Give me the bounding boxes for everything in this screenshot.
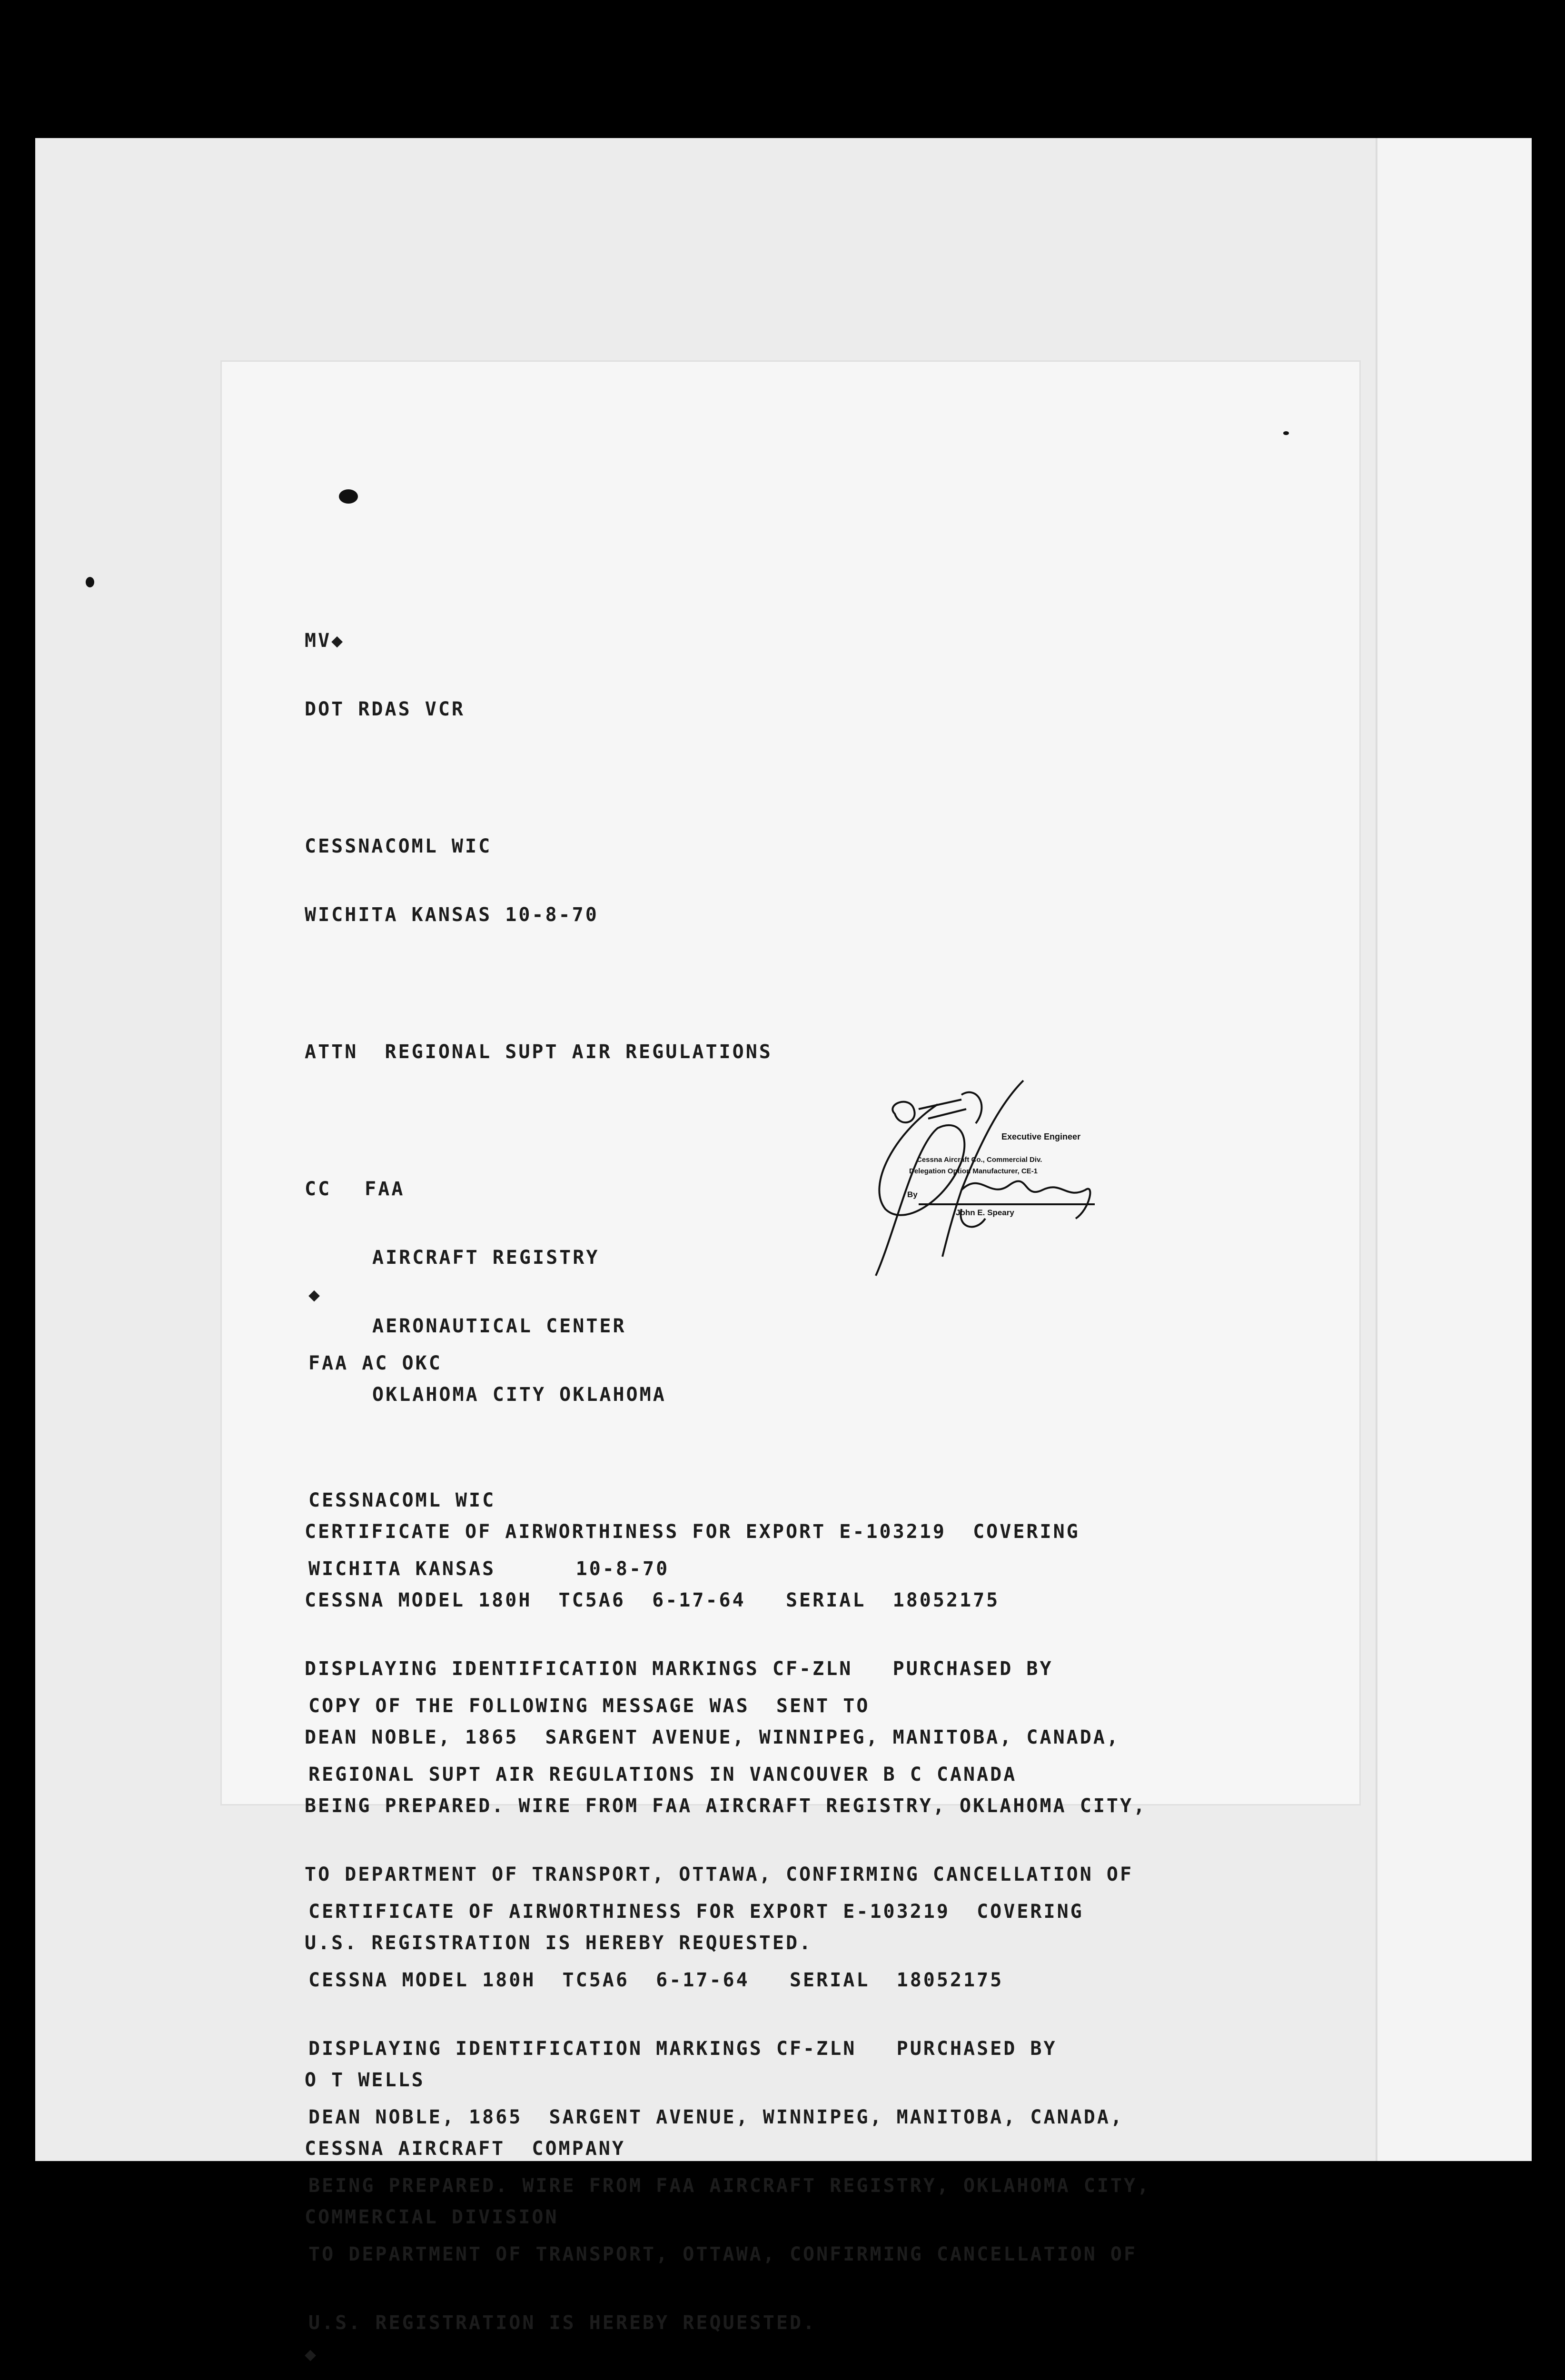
- body-line: DEAN NOBLE, 1865 SARGENT AVENUE, WINNIPEG, MANITOBA, CANADA,: [305, 1726, 1120, 1748]
- sender-line: WICHITA KANSAS 10-8-70: [308, 1558, 670, 1580]
- body-line: DISPLAYING IDENTIFICATION MARKINGS CF-ZLN PURCHASED BY: [308, 2038, 1057, 2060]
- end-marker: ◆: [305, 2343, 318, 2365]
- sender-line: CESSNACOML WIC: [308, 1489, 496, 1511]
- sender-line: WICHITA KANSAS 10-8-70: [305, 904, 599, 926]
- routing-line: FAA AC OKC: [308, 1352, 442, 1374]
- ink-speck: [1283, 431, 1289, 435]
- stamp-company: Cessna Aircraft Co., Commercial Div.: [917, 1156, 1042, 1164]
- body-line: CESSNA MODEL 180H TC5A6 6-17-64 SERIAL 18052175: [308, 1969, 1004, 1991]
- body-line: TO DEPARTMENT OF TRANSPORT, OTTAWA, CONFIRMING CANCELLATION OF: [305, 1864, 1134, 1885]
- stamp-title: Executive Engineer: [1001, 1132, 1081, 1141]
- body-line: CERTIFICATE OF AIRWORTHINESS FOR EXPORT E-103219 COVERING: [308, 1901, 1084, 1923]
- cc-recipient: AERONAUTICAL CENTER: [372, 1315, 626, 1337]
- body-line: U.S. REGISTRATION IS HEREBY REQUESTED.: [305, 1932, 813, 1954]
- routing-line: MV◆: [305, 630, 345, 652]
- signoff-line: O T WELLS: [305, 2069, 425, 2091]
- body-line: BEING PREPARED. WIRE FROM FAA AIRCRAFT REGISTRY, OKLAHOMA CITY,: [308, 2175, 1151, 2197]
- body-line: U.S. REGISTRATION IS HEREBY REQUESTED.: [308, 2312, 817, 2334]
- sender-line: CESSNACOML WIC: [305, 835, 492, 857]
- attn-line: ATTN REGIONAL SUPT AIR REGULATIONS: [305, 1041, 773, 1063]
- cc-label: CC: [305, 1178, 332, 1200]
- paper-edge-strip: [1376, 138, 1532, 2161]
- signature-stroke: [876, 1104, 964, 1276]
- body-line: DISPLAYING IDENTIFICATION MARKINGS CF-ZLN PURCHASED BY: [305, 1658, 1053, 1680]
- ink-speck: [86, 577, 94, 587]
- signoff-line: COMMERCIAL DIVISION: [305, 2206, 559, 2228]
- cc-recipient: FAA: [365, 1178, 405, 1200]
- signature-stamp: [866, 1076, 1133, 1285]
- signature-stroke: [919, 1092, 981, 1123]
- second-telex-message: [308, 1238, 1308, 2380]
- routing-line: DOT RDAS VCR: [305, 698, 465, 720]
- signoff-line: CESSNA AIRCRAFT COMPANY: [305, 2138, 625, 2160]
- body-line: DEAN NOBLE, 1865 SARGENT AVENUE, WINNIPEG, MANITOBA, CANADA,: [308, 2106, 1124, 2128]
- stamp-signer-name: John E. Speary: [956, 1208, 1014, 1217]
- cc-recipient: OKLAHOMA CITY OKLAHOMA: [372, 1384, 666, 1406]
- body-line: CERTIFICATE OF AIRWORTHINESS FOR EXPORT E-103219 COVERING: [305, 1521, 1080, 1543]
- ink-speck: [339, 489, 358, 504]
- cc-line: [305, 1178, 1304, 1200]
- stamp-by-label: By: [907, 1190, 918, 1199]
- intro-line: COPY OF THE FOLLOWING MESSAGE WAS SENT TO: [308, 1695, 870, 1717]
- body-line: BEING PREPARED. WIRE FROM FAA AIRCRAFT REGISTRY, OKLAHOMA CITY,: [305, 1795, 1147, 1817]
- body-line: TO DEPARTMENT OF TRANSPORT, OTTAWA, CONFIRMING CANCELLATION OF: [308, 2243, 1138, 2265]
- cc-recipient: AIRCRAFT REGISTRY: [372, 1247, 600, 1269]
- stamp-delegation: Delegation Option Manufacturer, CE-1: [909, 1167, 1038, 1175]
- start-marker: ◆: [308, 1284, 322, 1306]
- signature-stroke: [892, 1102, 914, 1122]
- intro-line: REGIONAL SUPT AIR REGULATIONS IN VANCOUVER B C CANADA: [308, 1764, 1017, 1785]
- body-line: CESSNA MODEL 180H TC5A6 6-17-64 SERIAL 18052175: [305, 1589, 1000, 1611]
